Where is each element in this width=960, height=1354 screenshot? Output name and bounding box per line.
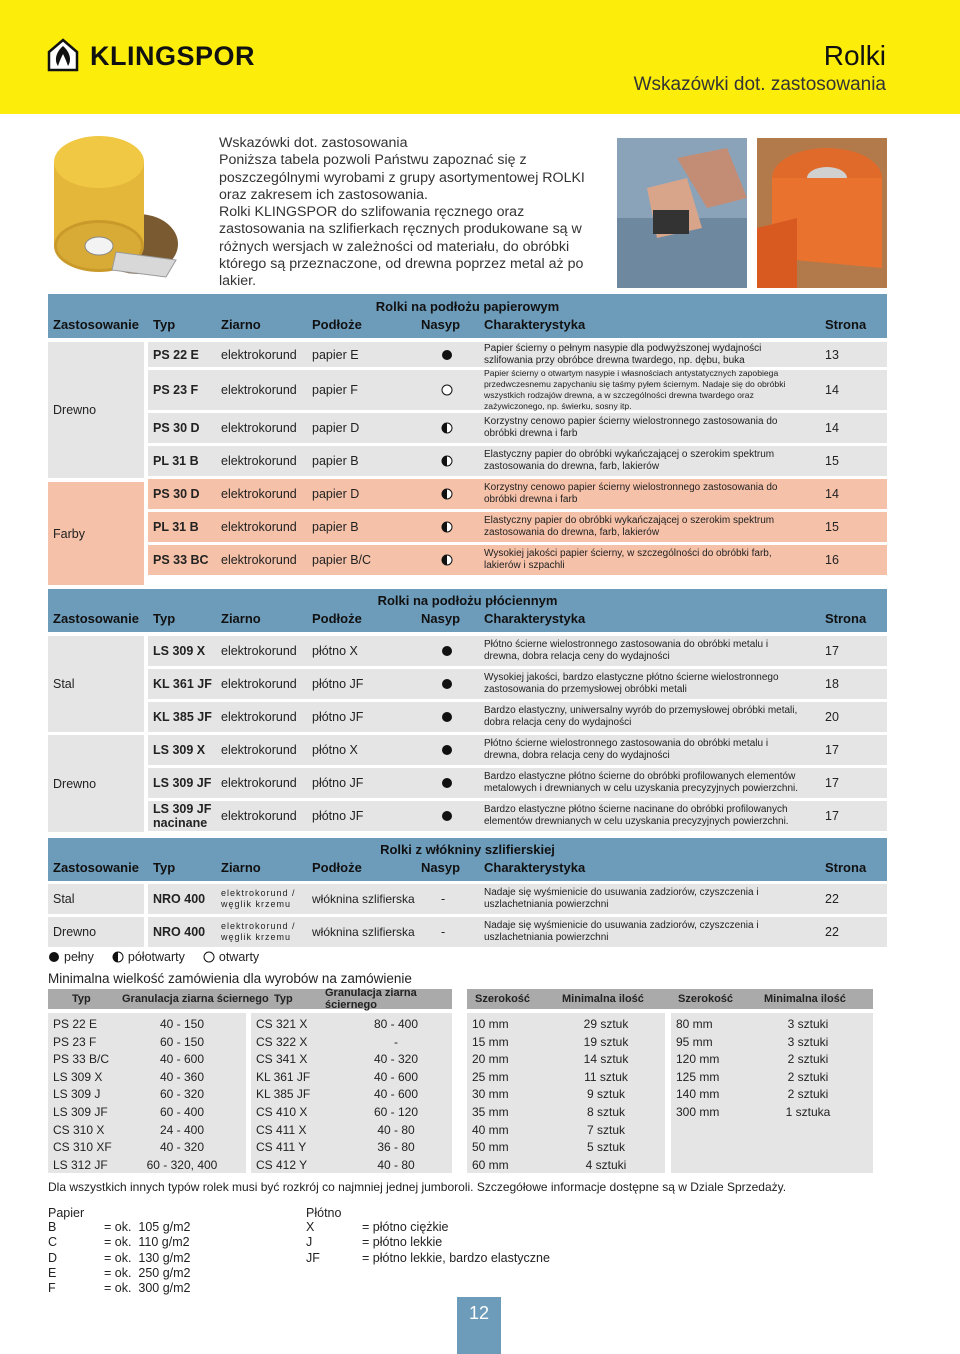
col-podloze: Podłoże [312, 859, 362, 875]
min-order-key: 120 mm [676, 1052, 720, 1067]
cell-nasyp [441, 455, 453, 467]
column-headers [48, 857, 887, 877]
table-row [148, 768, 887, 798]
min-order-value: 2 sztuki [787, 1087, 829, 1102]
min-order-value: 9 sztuk [586, 1087, 625, 1102]
page-title: Rolki [823, 40, 886, 71]
table-row [148, 702, 887, 732]
col-nasyp: Nasyp [421, 610, 461, 626]
col-strona: Strona [825, 859, 867, 875]
cell-nasyp [441, 925, 445, 939]
grit-table-header [48, 989, 452, 1009]
cell-strona: 15 [825, 454, 839, 468]
cell-ziarno: elektrokorund [221, 553, 297, 567]
jumbo-note: Dla wszystkich innych typów rolek musi być rozkrój co najmniej jednej jumboroli. Szczegółowe informacje dostępne są w Dziale Sprzedaży. [48, 1180, 787, 1194]
min-order-value: 36 - 80 [377, 1140, 415, 1155]
cell-nasyp [441, 488, 453, 500]
cell-nasyp [441, 521, 453, 533]
open-coat-icon [441, 384, 453, 396]
half-open-coat-icon [441, 422, 453, 434]
min-order-key: 60 mm [472, 1157, 509, 1172]
cell-podloze: płótno X [312, 743, 358, 757]
column-headers [48, 314, 887, 334]
legend-full: pełny [64, 950, 94, 964]
min-order-key: LS 309 J [53, 1087, 101, 1102]
min-order-value: 40 - 150 [159, 1017, 205, 1031]
weight-value: = ok. 130 g/m2 [104, 1250, 191, 1265]
cell-typ: PS 30 D [153, 487, 200, 501]
min-order-title: Minimalna wielkość zamówienia dla wyrobów na zamówienie [48, 971, 412, 986]
min-order-value: 2 sztuki [787, 1052, 829, 1067]
min-order-key: 125 mm [676, 1069, 720, 1084]
min-order-key: 300 mm [676, 1105, 720, 1119]
full-coat-icon [441, 744, 453, 756]
cell-nasyp [441, 892, 445, 906]
cell-charakterystyka: Wysokiej jakości, bardzo elastyczne płótno ścierne wielostronnego zastosowania do przemysłowej obróbki metali [484, 672, 779, 695]
table-row [148, 413, 887, 443]
cell-typ: LS 309 X [153, 743, 206, 757]
paper-weights [48, 1206, 268, 1296]
cell-podloze: włóknina szlifierska [312, 892, 415, 906]
nonwoven-rolls-header [48, 838, 887, 881]
min-order-key: LS 309 JF [53, 1105, 108, 1119]
weight-key: B [48, 1220, 57, 1234]
col-zastosowanie: Zastosowanie [53, 859, 139, 875]
column-headers [48, 608, 887, 628]
cell-podloze: płótno JF [312, 710, 364, 724]
min-order-value: 8 sztuk [586, 1105, 625, 1119]
cell-typ: PL 31 B [153, 520, 199, 534]
min-order-key: 95 mm [676, 1034, 713, 1049]
min-order-key: CS 410 X [256, 1105, 308, 1119]
col-charakterystyka: Charakterystyka [484, 610, 586, 626]
nonwoven-rolls-table [48, 838, 887, 948]
width-table-header [467, 989, 873, 1009]
cell-strona: 14 [825, 383, 839, 397]
min-order-key: PS 23 F [53, 1034, 97, 1049]
h-typ-1: Typ [72, 993, 91, 1005]
min-order-key: 50 mm [472, 1140, 509, 1155]
cell-podloze: włóknina szlifierska [312, 925, 415, 939]
brand-name: KLINGSPOR [90, 40, 256, 71]
category-drewno: Drewno [48, 735, 144, 832]
category-drewno: Drewno [48, 917, 144, 947]
cell-ziarno: elektrokorund [221, 421, 297, 435]
h-gran-1: Granulacja ziarna ściernego [122, 993, 269, 1005]
nasyp-text: - [441, 925, 446, 939]
cell-ziarno: elektrokorund [221, 710, 297, 724]
cell-strona: 18 [825, 677, 839, 691]
cell-charakterystyka: Korzystny cenowo papier ścierny wielostronnego zastosowania do obróbki drewna i farb [484, 482, 778, 505]
half-open-coat-icon [112, 951, 124, 963]
min-order-grit-table [48, 989, 452, 1173]
cell-strona: 13 [825, 347, 839, 362]
min-order-key: PS 22 E [53, 1017, 98, 1031]
full-coat-icon [441, 777, 453, 789]
weight-row [306, 1235, 606, 1250]
min-order-key: 140 mm [676, 1087, 720, 1102]
min-order-value: 2 sztuki [787, 1069, 829, 1084]
h-szer-1: Szerokość [475, 993, 531, 1005]
nasyp-text: - [441, 892, 446, 906]
cell-strona: 22 [825, 892, 839, 906]
cell-podloze: papier B/C [312, 553, 372, 567]
open-coat-icon [203, 951, 215, 963]
cell-typ: PS 23 F [153, 383, 199, 397]
nasyp-legend [48, 950, 259, 964]
cell-strona: 17 [825, 809, 839, 823]
cloth-rolls-title: Rolki na podłożu płóciennym [377, 593, 558, 608]
min-order-value: 29 sztuk [583, 1017, 629, 1031]
weight-value: = ok. 300 g/m2 [104, 1281, 191, 1296]
cell-ziarno: elektrokorund [221, 347, 297, 362]
min-order-value: 40 - 600 [373, 1069, 419, 1084]
cell-nasyp [441, 422, 453, 434]
min-order-key: 40 mm [472, 1122, 509, 1137]
cell-ziarno: elektrokorund [221, 383, 297, 397]
min-order-value: 40 - 320 [373, 1052, 419, 1067]
cell-strona: 14 [825, 421, 839, 435]
min-order-value: 60 - 320 [159, 1087, 205, 1102]
min-order-value: 60 - 150 [159, 1034, 205, 1049]
cell-ziarno: elektrokorund [221, 776, 297, 790]
h-typ-2: Typ [274, 993, 293, 1005]
cell-nasyp [441, 349, 453, 361]
weight-key: C [48, 1235, 58, 1250]
cell-nasyp [441, 711, 453, 723]
cell-ziarno: elektrokorund [221, 454, 297, 468]
cell-ziarno: elektrokorund / węglik krzemu [221, 921, 296, 942]
min-order-value: - [394, 1034, 398, 1049]
h-min-1: Minimalna ilość [562, 993, 644, 1005]
min-order-value: 40 - 360 [159, 1069, 205, 1084]
min-order-key: PS 33 B/C [53, 1052, 110, 1067]
cell-typ: KL 361 JF [153, 677, 212, 691]
cloth-rolls-header [48, 589, 887, 632]
cell-podloze: papier E [312, 347, 359, 362]
min-order-key: CS 321 X [256, 1017, 308, 1031]
min-order-key: LS 312 JF [53, 1157, 108, 1172]
intro-paragraph-1: Poniższa tabela pozwoli Państwu zapoznać się z poszczególnymi wyrobami z grupy asortymentowej ROLKI oraz zakresem ich zastosowania. [219, 152, 585, 203]
cell-strona: 17 [825, 743, 839, 757]
min-order-key: CS 411 Y [256, 1140, 307, 1155]
cloth-title: Płótno [306, 1206, 342, 1220]
cell-ziarno: elektrokorund [221, 487, 297, 501]
page-number: 12 [457, 1297, 501, 1354]
col-ziarno: Ziarno [221, 859, 261, 875]
cell-podloze: papier F [312, 383, 358, 397]
legend-open: otwarty [218, 950, 260, 964]
cell-ziarno: elektrokorund / węglik krzemu [221, 888, 296, 909]
half-open-coat-icon [441, 455, 453, 467]
min-order-key: 20 mm [472, 1052, 509, 1067]
cell-strona: 22 [825, 925, 839, 939]
legend-half: półotwarty [127, 950, 185, 964]
min-order-value: 60 - 400 [159, 1105, 205, 1119]
cell-charakterystyka: Papier ścierny o otwartym nasypie i własnościach antystatycznych zapobiega przedwczesnemu zapychaniu się taśmy pyłem ściernym. Nadaje się do obróbki wszystkich rodzajów drewna, a w szczególności drewna twardego oraz zażywiczonego, np. świerku, sosny itp. [484, 368, 786, 411]
weight-row [48, 1251, 268, 1266]
cell-podloze: papier D [312, 487, 360, 501]
min-order-key: CS 341 X [256, 1052, 308, 1067]
weight-row [48, 1220, 268, 1235]
cell-podloze: papier B [312, 454, 359, 468]
intro-text [219, 135, 604, 291]
cell-charakterystyka: Płótno ścierne wielostronnego zastosowania do obróbki metalu i drewna, dobra relacja ceny do wydajności [484, 738, 769, 761]
paper-title: Papier [48, 1206, 85, 1220]
half-open-coat-icon [441, 554, 453, 566]
category-stal: Stal [48, 884, 144, 914]
paper-rolls-title: Rolki na podłożu papierowym [375, 299, 560, 314]
min-order-key: 80 mm [676, 1017, 713, 1031]
min-order-value: 3 sztuki [787, 1034, 829, 1049]
cell-strona: 15 [825, 520, 839, 534]
cell-strona: 17 [825, 776, 839, 790]
min-order-key: 10 mm [472, 1017, 509, 1031]
weight-row [306, 1220, 606, 1235]
table-row [148, 669, 887, 699]
cell-typ: LS 309 JF [153, 776, 212, 790]
full-coat-icon [441, 810, 453, 822]
table-row [148, 636, 887, 666]
min-order-key: CS 310 XF [53, 1140, 112, 1155]
weight-row [48, 1235, 268, 1250]
h-gran-2: Granulacja ziarna ściernego [325, 987, 417, 1011]
cell-ziarno: elektrokorund [221, 809, 297, 823]
col-charakterystyka: Charakterystyka [484, 859, 586, 875]
sanding-hand-photo [617, 138, 747, 288]
cell-charakterystyka: Nadaje się wyśmienicie do usuwania zadziorów, czyszczenia i uszlachetniania powierzchni [484, 920, 759, 943]
h-szer-2: Szerokość [678, 993, 734, 1005]
cell-podloze: płótno JF [312, 776, 364, 790]
min-order-value: 60 - 320, 400 [146, 1157, 218, 1172]
table-row [148, 801, 887, 831]
col-ziarno: Ziarno [221, 610, 261, 626]
weight-key: X [306, 1220, 315, 1234]
cell-typ: PS 33 BC [153, 553, 209, 567]
cell-typ: NRO 400 [153, 925, 206, 939]
full-coat-icon [441, 711, 453, 723]
col-podloze: Podłoże [312, 316, 362, 332]
h-min-2: Minimalna ilość [764, 993, 846, 1005]
min-order-value: 24 - 400 [159, 1122, 205, 1137]
full-coat-icon [441, 349, 453, 361]
cell-typ: KL 385 JF [153, 710, 212, 724]
category-drewno: Drewno [48, 342, 144, 478]
min-order-key: CS 322 X [256, 1034, 308, 1049]
klingspor-logo [46, 38, 255, 74]
col-zastosowanie: Zastosowanie [53, 610, 139, 626]
cell-charakterystyka: Bardzo elastyczne płótno ścierne nacinane do obróbki profilowanych elementów drewnianych w celu uzyskania precyzyjnych powierzchni. [484, 804, 789, 827]
cell-podloze: płótno JF [312, 809, 364, 823]
min-order-value: 19 sztuk [583, 1034, 629, 1049]
table-row [148, 545, 887, 575]
cell-strona: 16 [825, 553, 839, 567]
min-order-key: KL 385 JF [256, 1087, 311, 1102]
col-typ: Typ [153, 859, 176, 875]
klingspor-logo-icon [46, 38, 80, 74]
weight-value: = płótno lekkie, bardzo elastyczne [362, 1250, 550, 1265]
min-order-width-table [467, 989, 873, 1173]
min-order-key: CS 412 Y [256, 1157, 308, 1172]
min-order-value: 60 - 120 [373, 1105, 419, 1119]
min-order-value: 11 sztuk [584, 1069, 628, 1084]
nonwoven-rolls-title: Rolki z włókniny szlifierskiej [380, 842, 555, 857]
min-order-value: 7 sztuk [586, 1122, 625, 1137]
cell-nasyp [441, 678, 453, 690]
cloth-rolls-table [48, 589, 887, 833]
cell-charakterystyka: Płótno ścierne wielostronnego zastosowania do obróbki metalu i drewna, dobra relacja ceny do wydajności [484, 639, 769, 662]
min-order-key: 25 mm [472, 1069, 509, 1084]
cell-charakterystyka: Wysokiej jakości papier ścierny, w szczególności do obróbki farb, lakierów i szpachli [484, 548, 772, 571]
category-stal: Stal [48, 636, 144, 732]
weight-value: = płótno lekkie [362, 1235, 443, 1250]
min-order-key: CS 310 X [53, 1122, 105, 1137]
half-open-coat-icon [441, 521, 453, 533]
abrasive-roll-image [46, 132, 186, 280]
cell-ziarno: elektrokorund [221, 743, 297, 757]
cell-charakterystyka: Elastyczny papier do obróbki wykańczającej o szerokim spektrum zastosowania do drewna, farb, lakierów [484, 449, 775, 472]
cell-nasyp [441, 554, 453, 566]
weight-value: = ok. 250 g/m2 [104, 1265, 191, 1280]
table-row [148, 884, 887, 914]
weight-key: D [48, 1250, 58, 1265]
cell-ziarno: elektrokorund [221, 644, 297, 658]
cell-nasyp [441, 645, 453, 657]
table-row [148, 735, 887, 765]
cell-ziarno: elektrokorund [221, 520, 297, 534]
table-row [148, 342, 887, 367]
cell-strona: 17 [825, 644, 839, 658]
intro-paragraph-2: Rolki KLINGSPOR do szlifowania ręcznego oraz zastosowania na szlifierkach ręcznych produkowane są w różnych wersjach w zależności od materiału, do obróbki którego są przeznaczone, od drewna poprzez metal aż po lakier. [219, 204, 584, 290]
cell-typ: PL 31 B [153, 454, 199, 468]
table-row [148, 479, 887, 509]
paper-rolls-table [48, 294, 887, 586]
cell-charakterystyka: Bardzo elastyczne płótno ścierne do obróbki profilowanych elementów metalowych i drewnianych w celu uzyskania precyzyjnych powierzchni. [484, 771, 799, 794]
weight-row [306, 1251, 606, 1266]
full-coat-icon [48, 951, 60, 963]
col-charakterystyka: Charakterystyka [484, 316, 586, 332]
cell-nasyp [441, 777, 453, 789]
min-order-value: 3 sztuki [787, 1017, 829, 1031]
col-typ: Typ [153, 316, 176, 332]
min-order-key: KL 361 JF [256, 1069, 311, 1084]
cell-podloze: płótno X [312, 644, 358, 658]
cell-charakterystyka: Nadaje się wyśmienicie do usuwania zadziorów, czyszczenia i uszlachetniania powierzchni [484, 887, 759, 910]
full-coat-icon [441, 645, 453, 657]
cell-charakterystyka: Bardzo elastyczny, uniwersalny wyrób do przemysłowej obróbki metali, dobra relacja ceny do wydajności [484, 705, 798, 728]
cell-charakterystyka: Korzystny cenowo papier ścierny wielostronnego zastosowania do obróbki drewna i farb [484, 416, 778, 439]
cell-typ: LS 309 X [153, 644, 206, 658]
table-row [148, 512, 887, 542]
min-order-value: 40 - 600 [159, 1052, 205, 1067]
min-order-key: 35 mm [472, 1105, 509, 1119]
min-order-value: 40 - 320 [159, 1140, 205, 1155]
intro-heading: Wskazówki dot. zastosowania [219, 135, 408, 151]
cell-nasyp [441, 384, 453, 396]
table-row [148, 446, 887, 476]
category-farby: Farby [48, 482, 144, 585]
col-zastosowanie: Zastosowanie [53, 316, 139, 332]
orange-roll-photo [757, 138, 887, 288]
min-order-value: 14 sztuk [583, 1052, 629, 1067]
weight-value: = ok. 110 g/m2 [104, 1235, 190, 1250]
cell-typ: LS 309 JF nacinane [153, 802, 212, 830]
weight-key: F [48, 1281, 56, 1296]
col-nasyp: Nasyp [421, 859, 461, 875]
col-ziarno: Ziarno [221, 316, 261, 332]
cell-typ: NRO 400 [153, 892, 206, 906]
cell-strona: 14 [825, 487, 839, 501]
weight-key: J [306, 1235, 313, 1250]
page-header [0, 0, 960, 114]
min-order-value: 40 - 80 [377, 1157, 415, 1172]
cell-podloze: papier B [312, 520, 359, 534]
cell-strona: 20 [825, 710, 839, 724]
table-row [148, 917, 887, 947]
col-typ: Typ [153, 610, 176, 626]
cell-podloze: papier D [312, 421, 360, 435]
cell-charakterystyka: Elastyczny papier do obróbki wykańczającej o szerokim spektrum zastosowania do drewna, farb, lakierów [484, 515, 775, 538]
cell-nasyp [441, 810, 453, 822]
table-row [148, 370, 887, 410]
weight-value: = płótno ciężkie [362, 1220, 449, 1234]
col-strona: Strona [825, 610, 867, 626]
col-strona: Strona [825, 316, 867, 332]
col-podloze: Podłoże [312, 610, 362, 626]
cell-charakterystyka: Papier ścierny o pełnym nasypie dla podwyższonej wydajności szlifowania przy obróbce drewna twardego, np. dębu, buka [484, 342, 762, 366]
weight-key: E [48, 1265, 57, 1280]
cloth-weights [306, 1206, 606, 1266]
min-order-key: LS 309 X [53, 1069, 103, 1084]
min-order-value: 80 - 400 [373, 1017, 419, 1031]
cell-typ: PS 22 E [153, 347, 199, 362]
min-order-key: 30 mm [472, 1087, 509, 1102]
min-order-value: 4 sztuki [585, 1157, 627, 1172]
weight-row [48, 1281, 268, 1296]
paper-rolls-header [48, 294, 887, 338]
min-order-value: 1 sztuka [785, 1105, 831, 1119]
half-open-coat-icon [441, 488, 453, 500]
min-order-value: 40 - 80 [377, 1122, 415, 1137]
weight-row [48, 1266, 268, 1281]
weight-value: = ok. 105 g/m2 [104, 1220, 191, 1234]
min-order-value: 5 sztuk [586, 1140, 625, 1155]
min-order-key: 15 mm [472, 1034, 509, 1049]
col-nasyp: Nasyp [421, 316, 461, 332]
min-order-key: CS 411 X [256, 1122, 307, 1137]
min-order-value: 40 - 600 [373, 1087, 419, 1102]
weight-key: JF [306, 1250, 320, 1265]
full-coat-icon [441, 678, 453, 690]
cell-ziarno: elektrokorund [221, 677, 297, 691]
cell-nasyp [441, 744, 453, 756]
page-subtitle: Wskazówki dot. zastosowania [633, 74, 886, 95]
cell-typ: PS 30 D [153, 421, 200, 435]
cell-podloze: płótno JF [312, 677, 364, 691]
